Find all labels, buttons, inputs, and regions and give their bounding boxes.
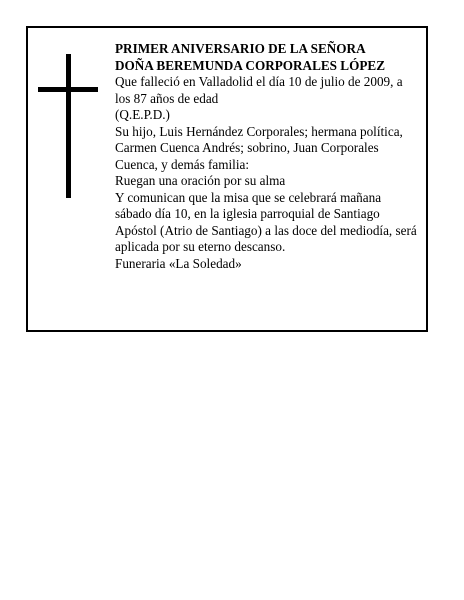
cross-icon (38, 54, 98, 198)
obituary-notice (26, 26, 428, 332)
qepd-line: (Q.E.P.D.) (115, 107, 170, 122)
mass-announcement: Y comunican que la misa que se celebrará mañana sábado día 10, en la iglesia parroquial de Santiago Apóstol (Atrio de Santiago) a las doce del mediodía, será aplicada por su eterno descanso. (115, 189, 417, 254)
notice-heading-line-1: PRIMER ANIVERSARIO DE LA SEÑORA (115, 41, 366, 56)
notice-heading-line-2: DOÑA BEREMUNDA CORPORALES LÓPEZ (115, 57, 386, 73)
cross-vertical-bar (66, 54, 71, 198)
funeral-home: Funeraria «La Soledad» (115, 255, 242, 271)
death-details: Que falleció en Valladolid el día 10 de julio de 2009, a los 87 años de edad (115, 74, 403, 106)
family-members: Su hijo, Luis Hernández Corporales; hermana política, Carmen Cuenca Andrés; sobrino, Juan Corporales Cuenca, y demás familia: (115, 123, 403, 172)
prayer-request: Ruegan una oración por su alma (115, 173, 286, 188)
notice-text (115, 41, 420, 272)
cross-horizontal-bar (38, 87, 98, 92)
